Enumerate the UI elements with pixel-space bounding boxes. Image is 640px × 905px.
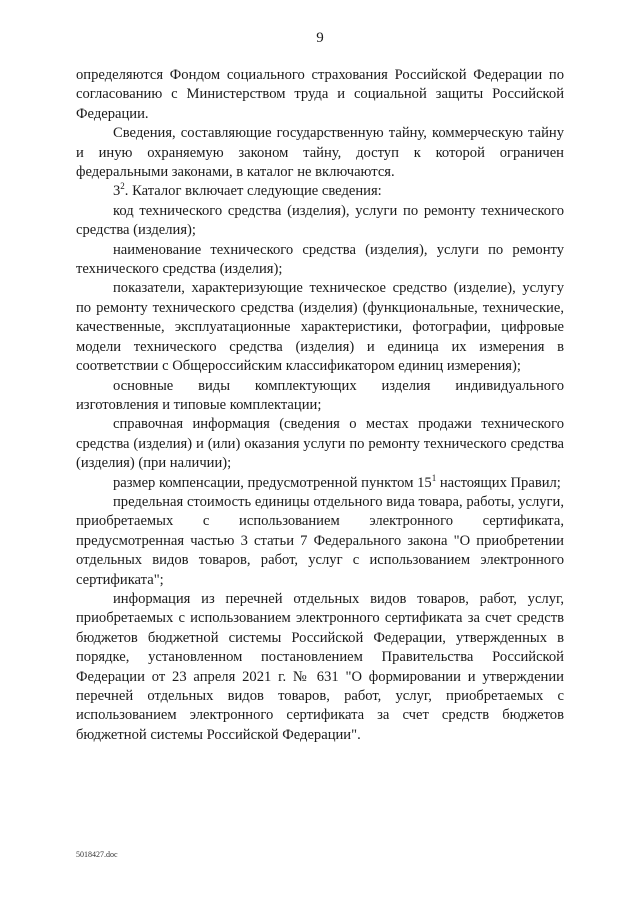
- clause-number: 3: [113, 183, 121, 200]
- page-number: 9: [316, 30, 324, 46]
- compensation-text-after: настоящих Правил;: [436, 474, 561, 491]
- list-item-code: код технического средства (изделия), услуги по ремонту технического средства (изделия);: [76, 202, 564, 239]
- list-item-name: наименование технического средства (изделия), услуги по ремонту технического средства (изделия);: [76, 241, 564, 278]
- paragraph-secrecy-exclusion: Сведения, составляющие государственную тайну, коммерческую тайну и иную охраняемую законом тайну, доступ к которой ограничен федеральными законами, в каталог не включаются.: [76, 125, 564, 181]
- compensation-text: размер компенсации, предусмотренной пунктом 15: [113, 474, 432, 491]
- catalog-intro-text: . Каталог включает следующие сведения:: [124, 183, 382, 200]
- rule-ref-superscript: 1: [431, 472, 437, 483]
- list-item-reference-info: справочная информация (сведения о местах продажи технического средства (изделия) и (или) оказания услуги по ремонту технического средства (изделия) (при наличии);: [76, 416, 564, 472]
- list-item-components: основные виды комплектующих изделия индивидуального изготовления и типовые комплектации;: [76, 377, 564, 413]
- paragraph-continuation: определяются Фондом социального страхования Российской Федерации по согласованию с Министерством труда и социальной защиты Российской Федерации.: [76, 67, 564, 122]
- document-body: [76, 66, 564, 745]
- list-item-compensation: [76, 474, 564, 493]
- document-code: 5018427.doc: [76, 850, 118, 859]
- clause-number-superscript: 2: [120, 181, 125, 192]
- list-item-max-cost: предельная стоимость единицы отдельного вида товара, работы, услуги, приобретаемых с использованием электронного сертификата, предусмотренная частью 3 статьи 7 Федерального закона "О приобретении отдельных видов товаров, работ, услуг с использованием электронного сертификата";: [76, 493, 564, 588]
- list-item-characteristics: показатели, характеризующие техническое средство (изделие), услугу по ремонту технического средства (изделия) (функциональные, технические, качественные, эксплуатационные характеристики, фотографии, цифровые модели технического средства (изделия) и единица их измерения в соответствии с Общероссийским классификатором единиц измерения);: [76, 280, 564, 375]
- paragraph-catalog-intro: [76, 182, 564, 201]
- list-item-lists-info: информация из перечней отдельных видов товаров, работ, услуг, приобретаемых с использованием электронного сертификата за счет средств бюджетов бюджетной системы Российской Федерации, утвержденных в порядке, установленном постановлением Правительства Российской Федерации от 23 апреля 2021 г. № 631 "О формировании и утверждении перечней отдельных видов товаров, работ, услуг, приобретаемых с использованием электронного сертификата за счет средств бюджетов бюджетной системы Российской Федерации".: [76, 590, 564, 743]
